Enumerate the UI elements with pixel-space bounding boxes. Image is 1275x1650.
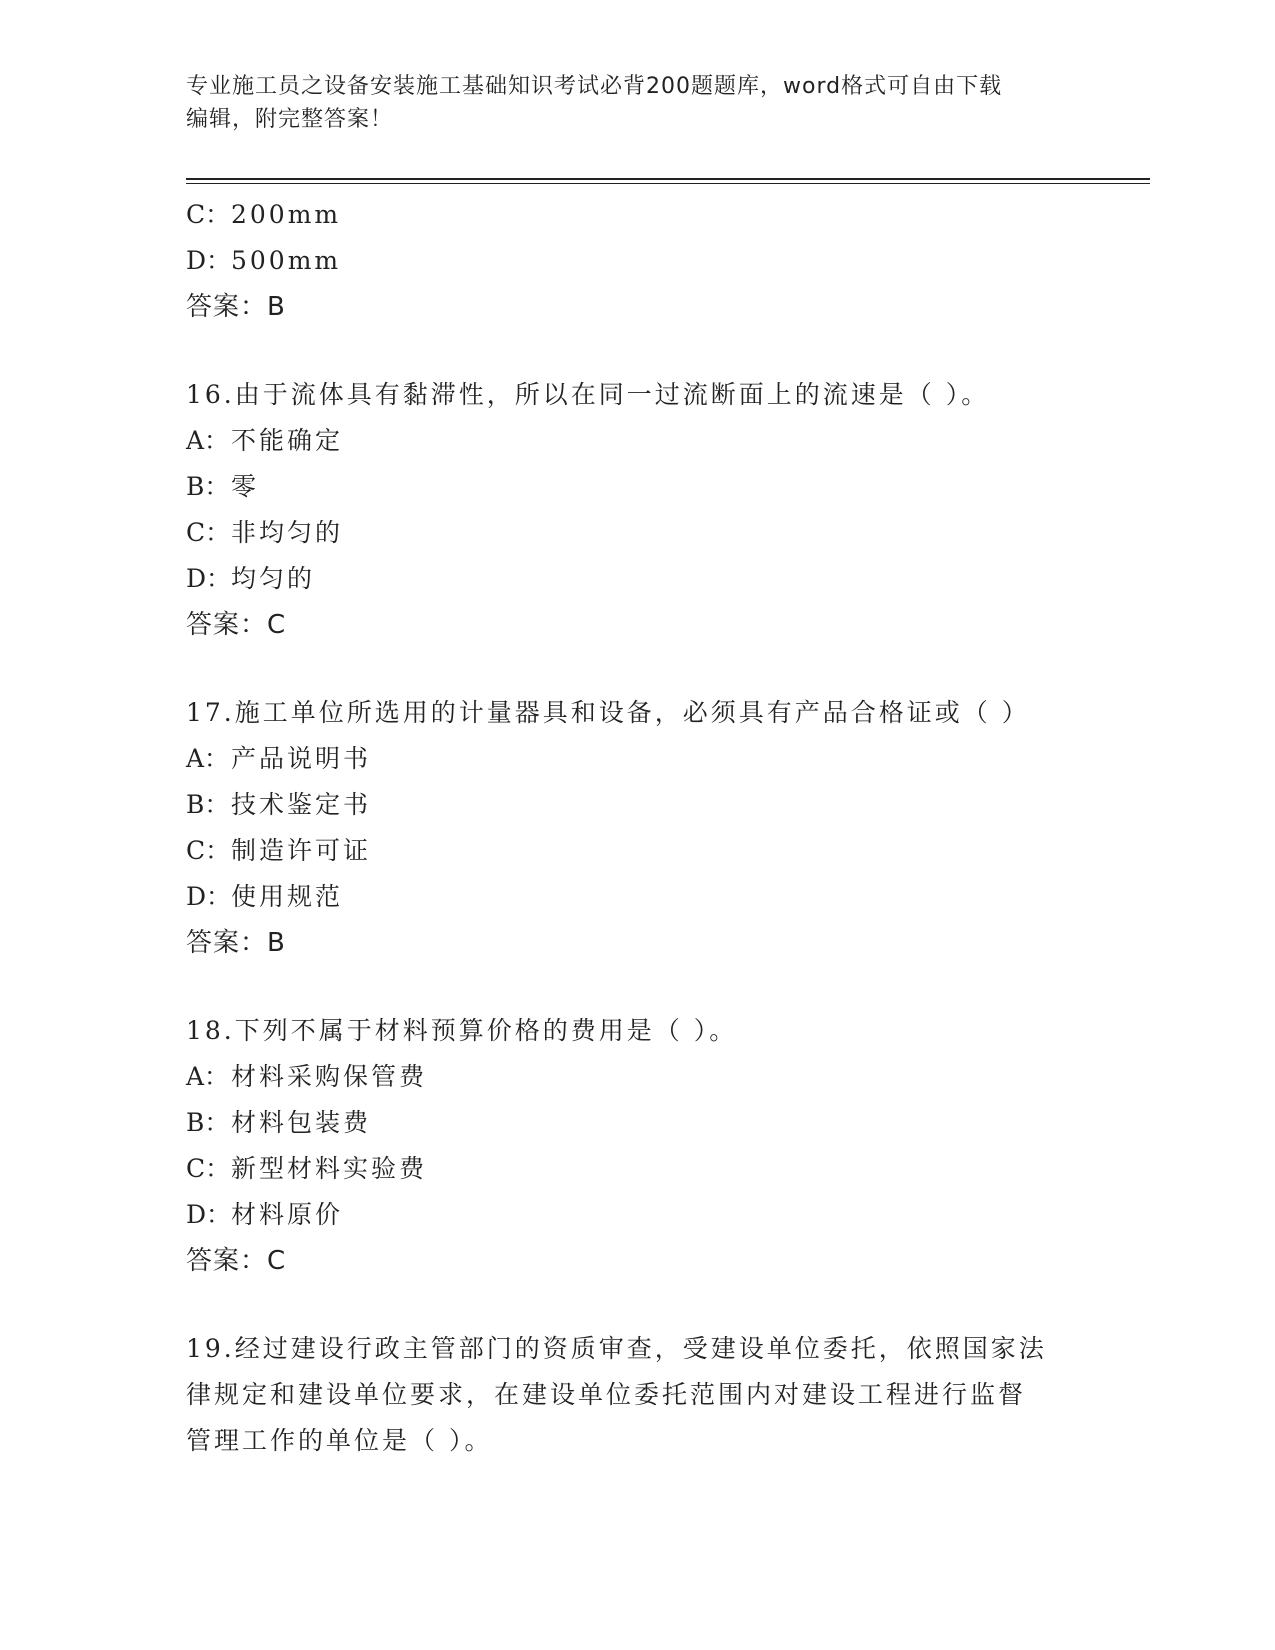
option-label: C： <box>186 518 231 547</box>
option-label: D： <box>186 564 232 593</box>
option-text: 材料采购保管费 <box>231 1062 428 1091</box>
option-label: D： <box>186 882 232 911</box>
option-text: 技术鉴定书 <box>231 790 372 819</box>
header-divider-thin <box>186 183 1150 184</box>
question-text: 16.由于流体具有黏滞性，所以在同一过流断面上的流速是（ ）。 <box>186 380 990 409</box>
option-text: 200mm <box>231 200 342 229</box>
header-line-2: 编辑，附完整答案！ <box>186 107 394 132</box>
question-text-line: 律规定和建设单位要求，在建设单位委托范围内对建设工程进行监督 <box>186 1380 1027 1409</box>
option-d <box>186 556 1086 602</box>
answer: 答案：B <box>186 292 286 322</box>
question-19 <box>186 1326 1086 1464</box>
option-label: D： <box>186 1200 232 1229</box>
option-label: A： <box>186 744 230 773</box>
option-b <box>186 1100 1086 1146</box>
option-text: 不能确定 <box>231 426 344 455</box>
option-text: 材料原价 <box>231 1200 344 1229</box>
option-label: C： <box>186 836 231 865</box>
option-text: 零 <box>231 472 260 501</box>
option-text: 新型材料实验费 <box>231 1154 428 1183</box>
question-text <box>186 1326 1076 1464</box>
question-text: 18.下列不属于材料预算价格的费用是（ ）。 <box>186 1016 738 1045</box>
partial-question <box>186 192 1086 330</box>
option-text: 制造许可证 <box>231 836 372 865</box>
option-label: A： <box>186 1062 230 1091</box>
option-label: C： <box>186 200 231 229</box>
option-label: C： <box>186 1154 231 1183</box>
header-divider-thick <box>186 178 1150 180</box>
option-d <box>186 874 1086 920</box>
question-text: 17.施工单位所选用的计量器具和设备，必须具有产品合格证或（ ） <box>186 698 1030 727</box>
question-18 <box>186 1008 1086 1284</box>
question-list <box>186 192 1086 1464</box>
option-text: 材料包装费 <box>231 1108 372 1137</box>
option-label: D： <box>186 246 232 275</box>
answer: 答案：C <box>186 610 287 640</box>
option-c <box>186 1146 1086 1192</box>
question-text-line: 管理工作的单位是（ ）。 <box>186 1426 493 1455</box>
option-text: 产品说明书 <box>231 744 372 773</box>
option-label: B： <box>186 1108 230 1137</box>
option-a <box>186 418 1086 464</box>
option-a <box>186 1054 1086 1100</box>
option-b <box>186 464 1086 510</box>
question-text-line: 19.经过建设行政主管部门的资质审查，受建设单位委托，依照国家法 <box>186 1334 1047 1363</box>
option-label: B： <box>186 790 230 819</box>
answer: 答案：B <box>186 928 286 958</box>
option-c <box>186 510 1086 556</box>
option-text: 使用规范 <box>231 882 344 911</box>
document-header <box>186 70 1066 136</box>
option-d <box>186 238 1086 284</box>
option-label: B： <box>186 472 230 501</box>
question-17 <box>186 690 1086 966</box>
option-c <box>186 828 1086 874</box>
option-text: 500mm <box>231 246 342 275</box>
option-text: 均匀的 <box>231 564 316 593</box>
option-b <box>186 782 1086 828</box>
option-a <box>186 736 1086 782</box>
option-c <box>186 192 1086 238</box>
answer: 答案：C <box>186 1246 287 1276</box>
option-d <box>186 1192 1086 1238</box>
option-label: A： <box>186 426 230 455</box>
header-line-1: 专业施工员之设备安装施工基础知识考试必背200题题库，word格式可自由下载 <box>186 74 1003 99</box>
question-16 <box>186 372 1086 648</box>
option-text: 非均匀的 <box>231 518 344 547</box>
